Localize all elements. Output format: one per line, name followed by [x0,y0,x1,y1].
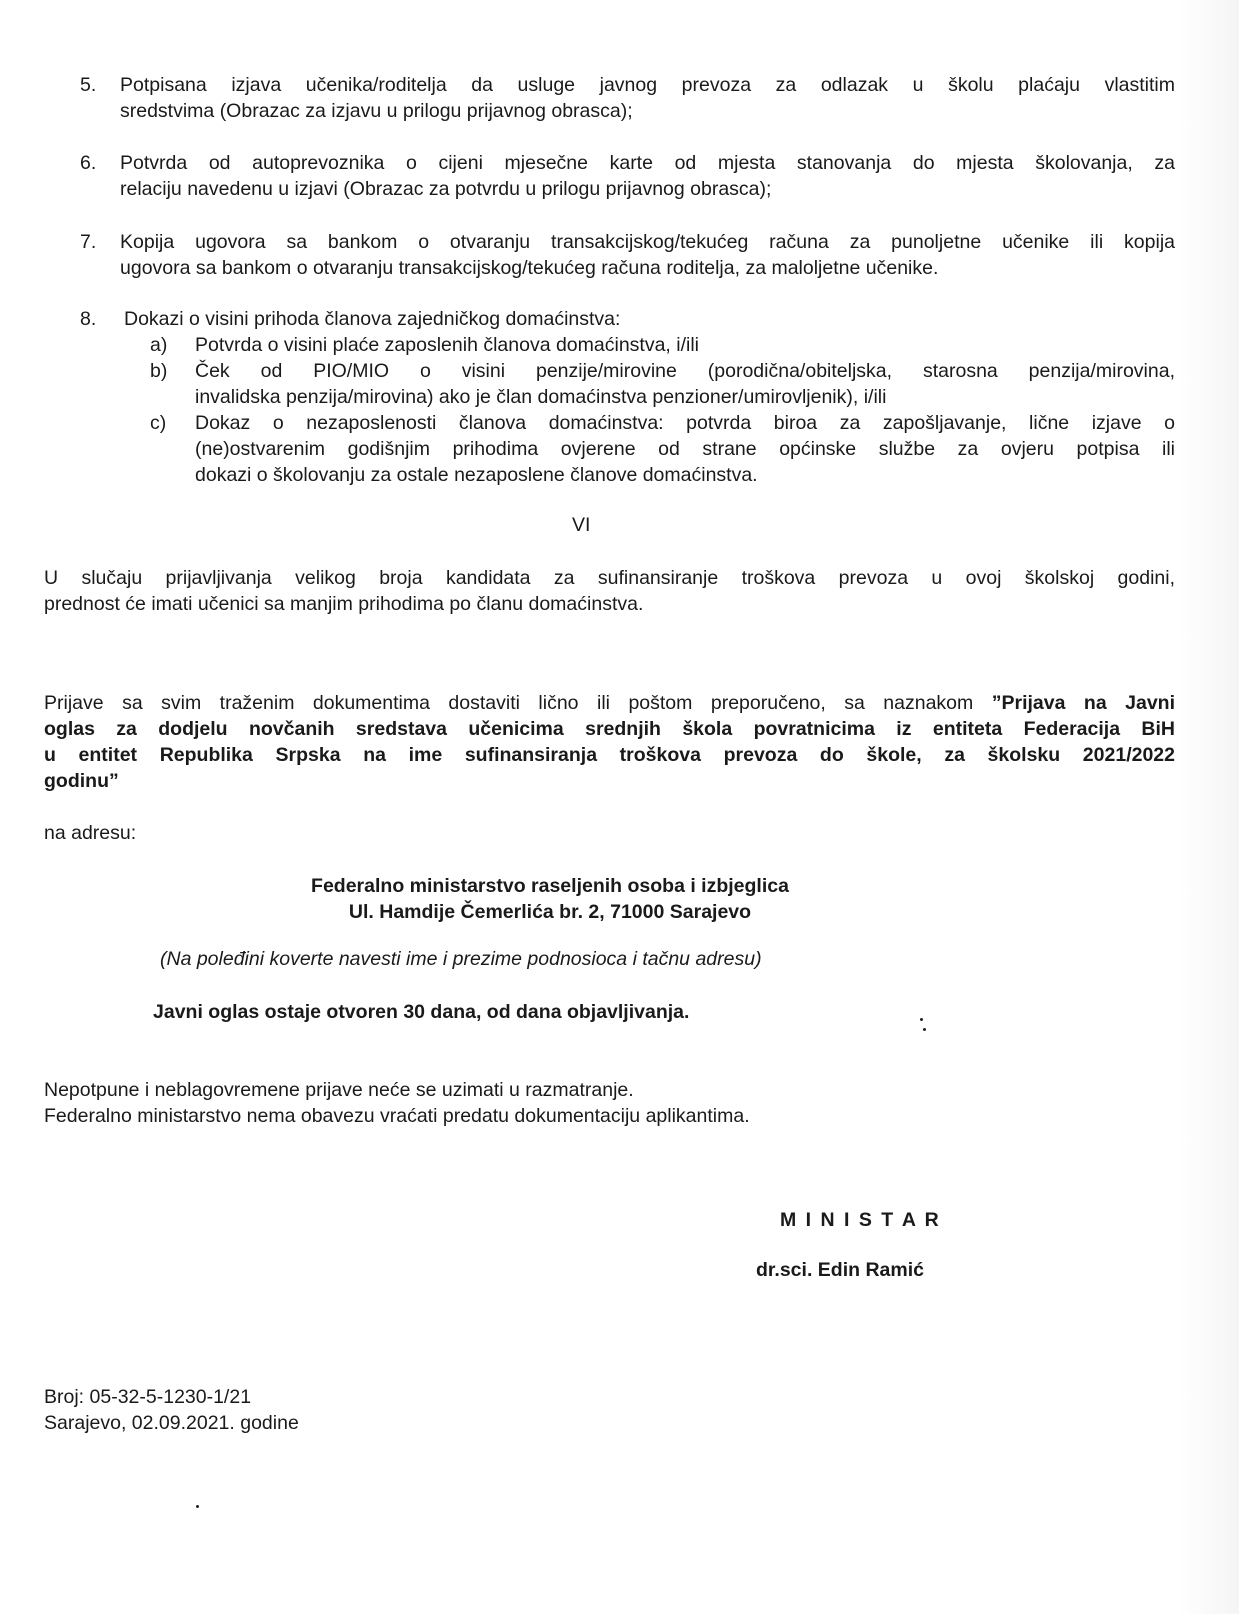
scan-speck [196,1505,199,1508]
submission-title-line: godinu” [44,770,119,792]
closing-line: Nepotpune i neblagovremene prijave neće se uzimati u razmatranje. [44,1079,634,1101]
sub-item-letter: b) [150,360,168,382]
address-street: Ul. Hamdije Čemerlića br. 2, 71000 Sarajevo [348,901,752,923]
sub-list-item [150,358,1175,410]
item-text-line: Potvrda od autoprevoznika o cijeni mjesečne karte od mjesta stanovanja do mjesta školovanja, za [120,152,1175,174]
item-text-line: ugovora sa bankom o otvaranju transakcijskog/tekućeg računa roditelja, za maloljetne učenike. [120,257,939,279]
item-text-line: Kopija ugovora sa bankom o otvaranju transakcijskog/tekućeg računa za punoljetne učenike ili kopija [120,231,1175,253]
section-heading: VI [572,514,591,536]
signature-title: M I N I S T A R [780,1209,941,1231]
item-text-line: relaciju navedenu u izjavi (Obrazac za potvrdu u prilogu prijavnog obrasca); [120,178,772,200]
signature-name: dr.sci. Edin Ramić [756,1259,924,1281]
sub-list-item [150,410,1175,488]
sub-item-text-line: Ček od PIO/MIO o visini penzije/mirovine (porodična/obiteljska, starosna penzija/mirovina, [195,360,1175,382]
priority-paragraph [44,565,1175,617]
submission-title-line: oglas za dodjelu novčanih sredstava učenicima srednjih škola povratnicima iz entiteta Federacija BiH [44,718,1175,740]
closing-line: Federalno ministarstvo nema obavezu vraćati predatu dokumentaciju aplikantima. [44,1105,750,1127]
item-number: 5. [80,74,97,96]
item-text-line: Potpisana izjava učenika/roditelja da usluge javnog prevoza za odlazak u školu plaćaju vlastitim [120,74,1175,96]
scan-speck [923,1028,926,1031]
sub-item-text-line: Potvrda o visini plaće zaposlenih članova domaćinstva, i/ili [195,334,700,356]
reference-number: Broj: 05-32-5-1230-1/21 [44,1386,252,1408]
sub-item-text-line: dokazi o školovanju za ostale nezaposlene članove domaćinstva. [195,464,758,486]
paragraph-line: U slučaju prijavljivanja velikog broja kandidata za sufinansiranje troškova prevoza u ovoj školskoj godini, [44,567,1175,589]
address-label: na adresu: [44,822,137,844]
sub-item-text-line: (ne)ostvarenim godišnjim prihodima ovjerene od strane općinske službe za ovjeru potpisa ili [195,438,1175,460]
item-number: 8. [80,308,97,330]
sub-item-text-line: invalidska penzija/mirovina) ako je član domaćinstva penzioner/umirovljenik), i/ili [195,386,887,408]
sub-item-letter: a) [150,334,168,356]
list-item [80,229,1175,281]
list-item [80,306,1175,332]
sub-list-item [150,332,1175,358]
scan-edge-shadow [1179,0,1239,1614]
paragraph-line: prednost će imati učenici sa manjim prihodima po članu domaćinstva. [44,593,644,615]
scan-speck [920,1018,923,1021]
item-number: 6. [80,152,97,174]
item-number: 7. [80,231,97,253]
item-text-line: Dokazi o visini prihoda članova zajedničkog domaćinstva: [124,308,621,330]
submission-title-start: ”Prijava na Javni [991,692,1175,714]
submission-paragraph [44,690,1175,794]
sub-item-letter: c) [150,412,167,434]
sub-item-text-line: Dokaz o nezaposlenosti članova domaćinstva: potvrda biroa za zapošljavanje, lične izjave o [195,412,1175,434]
submission-intro: Prijave sa svim traženim dokumentima dostaviti lično ili poštom preporučeno, sa naznakom [44,692,974,714]
envelope-note: (Na poleđini koverte navesti ime i prezime podnosioca i tačnu adresu) [160,948,762,970]
submission-title-line: u entitet Republika Srpska na ime sufinansiranja troškova prevoza do škole, za školsku 2021/2022 [44,744,1175,766]
item-text-line: sredstvima (Obrazac za izjavu u prilogu prijavnog obrasca); [120,100,633,122]
open-notice: Javni oglas ostaje otvoren 30 dana, od dana objavljivanja. [153,1001,690,1023]
place-date: Sarajevo, 02.09.2021. godine [44,1412,299,1434]
address-name: Federalno ministarstvo raseljenih osoba i izbjeglica [311,875,789,897]
list-item [80,150,1175,202]
list-item [80,72,1175,124]
